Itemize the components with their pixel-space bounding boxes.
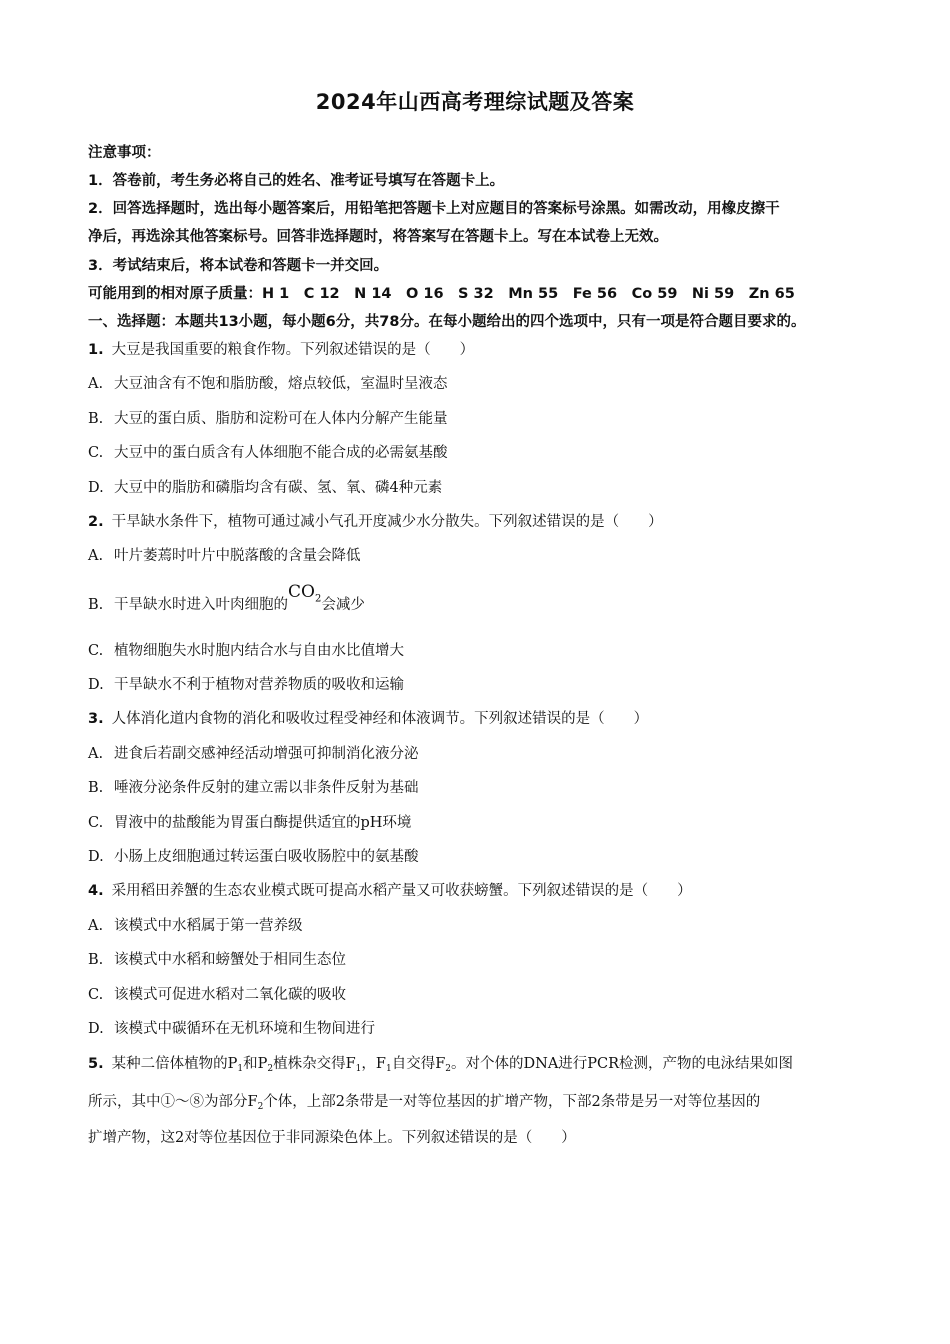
option-text: 干旱缺水不利于植物对营养物质的吸收和运输 <box>114 677 404 693</box>
option-text: 小肠上皮细胞通过转运蛋白吸收肠腔中的氨基酸 <box>114 849 419 865</box>
question-1-option-b <box>88 409 448 429</box>
page-title: 2024年山西高考理综试题及答案 <box>315 90 635 114</box>
option-label: B. <box>88 597 104 613</box>
option-text: 植物细胞失水时胞内结合水与自由水比值增大 <box>114 643 404 659</box>
section-heading: 一、选择题：本题共13小题，每小题6分，共78分。在每小题给出的四个选项中，只有一项是符合题目要求的。 <box>88 314 806 330</box>
option-text: 该模式中水稻和螃蟹处于相同生态位 <box>114 952 346 968</box>
question-text: 采用稻田养蟹的生态农业模式既可提高水稻产量又可收获螃蟹。下列叙述错误的是（ ） <box>111 883 692 899</box>
question-text: 人体消化道内食物的消化和吸收过程受神经和体液调节。下列叙述错误的是（ ） <box>111 711 649 727</box>
option-text-tail: 会减少 <box>321 597 365 613</box>
question-2-option-a <box>88 546 361 566</box>
option-label: A. <box>88 376 104 392</box>
question-3-option-a <box>88 744 419 764</box>
question-number: 5. <box>88 1056 104 1072</box>
option-text: 进食后若副交感神经活动增强可抑制消化液分泌 <box>114 746 419 762</box>
question-3-option-b <box>88 778 419 798</box>
option-text: 大豆中的蛋白质含有人体细胞不能合成的必需氨基酸 <box>114 445 448 461</box>
option-label: D. <box>88 480 104 496</box>
question-4-option-b <box>88 950 346 970</box>
question-5-stem-line-3: 扩增产物，这2对等位基因位于非同源染色体上。下列叙述错误的是（ ） <box>88 1130 576 1146</box>
notice-item-2a: 2．回答选择题时，选出每小题答案后，用铅笔把答题卡上对应题目的答案标号涂黑。如需改动，用橡皮擦干 <box>88 201 780 217</box>
question-4-option-d <box>88 1019 375 1039</box>
option-label: D. <box>88 849 104 865</box>
notice-item-1: 1．答卷前，考生务必将自己的姓名、准考证号填写在答题卡上。 <box>88 173 505 189</box>
option-text: 该模式中碳循环在无机环境和生物间进行 <box>114 1021 375 1037</box>
question-3-stem <box>88 709 648 729</box>
question-1-option-a <box>88 374 448 394</box>
question-4-stem <box>88 881 692 901</box>
question-1-option-c <box>88 443 448 463</box>
option-text: 唾液分泌条件反射的建立需以非条件反射为基础 <box>114 780 419 796</box>
question-4-option-a <box>88 916 303 936</box>
atomic-masses: 可能用到的相对原子质量：H 1 C 12 N 14 O 16 S 32 Mn 55 Fe 56 Co 59 Ni 59 Zn 65 <box>88 286 795 302</box>
option-text: 大豆的蛋白质、脂肪和淀粉可在人体内分解产生能量 <box>114 411 448 427</box>
question-number: 3. <box>88 711 104 727</box>
question-1-option-d <box>88 478 442 498</box>
option-label: B. <box>88 780 104 796</box>
question-number: 2. <box>88 514 104 530</box>
option-label: C. <box>88 987 104 1003</box>
question-text: 干旱缺水条件下，植物可通过减小气孔开度减少水分散失。下列叙述错误的是（ ） <box>111 514 663 530</box>
notice-item-3: 3．考试结束后，将本试卷和答题卡一并交回。 <box>88 258 389 274</box>
question-3-option-c <box>88 813 411 833</box>
option-label: B. <box>88 952 104 968</box>
option-text: 叶片萎蔫时叶片中脱落酸的含量会降低 <box>114 548 361 564</box>
option-text: 大豆油含有不饱和脂肪酸，熔点较低，室温时呈液态 <box>114 376 448 392</box>
option-label: A. <box>88 548 104 564</box>
notice-heading: 注意事项： <box>88 145 161 161</box>
option-label: C. <box>88 643 104 659</box>
option-label: B. <box>88 411 104 427</box>
option-label: D. <box>88 677 104 693</box>
question-2-option-d <box>88 675 404 695</box>
question-number: 4. <box>88 883 104 899</box>
option-text: 干旱缺水时进入叶肉细胞的 <box>114 597 288 613</box>
question-2-option-c <box>88 641 404 661</box>
question-4-option-c <box>88 985 346 1005</box>
question-2-option-b <box>88 582 365 621</box>
co2-formula: $CO_2$ <box>288 582 322 605</box>
option-label: D. <box>88 1021 104 1037</box>
question-1-stem <box>88 340 474 360</box>
question-text: 大豆是我国重要的粮食作物。下列叙述错误的是（ ） <box>111 342 475 358</box>
option-text: 大豆中的脂肪和磷脂均含有碳、氢、氧、磷4种元素 <box>114 480 443 496</box>
option-text: 该模式可促进水稻对二氧化碳的吸收 <box>114 987 346 1003</box>
option-label: A. <box>88 746 104 762</box>
question-5-stem-line-2: 所示，其中①～⑧为部分$F_2$个体，上部2条带是一对等位基因的扩增产物，下部2条带是另一对等位基因的 <box>88 1094 761 1112</box>
option-label: A. <box>88 918 104 934</box>
question-number: 1. <box>88 342 104 358</box>
question-2-stem <box>88 512 663 532</box>
question-3-option-d <box>88 847 419 867</box>
question-5-stem-line-1: 5. 某种二倍体植物的$P_1$和$P_2$植株杂交得$F_1$，$F_1$自交得$F_2$。对个体的DNA进行PCR检测，产物的电泳结果如图 <box>88 1056 794 1074</box>
option-label: C. <box>88 815 104 831</box>
option-text: 胃液中的盐酸能为胃蛋白酶提供适宜的pH环境 <box>114 815 412 831</box>
notice-item-2b: 净后，再选涂其他答案标号。回答非选择题时，将答案写在答题卡上。写在本试卷上无效。 <box>88 229 668 245</box>
option-text: 该模式中水稻属于第一营养级 <box>114 918 303 934</box>
option-label: C. <box>88 445 104 461</box>
